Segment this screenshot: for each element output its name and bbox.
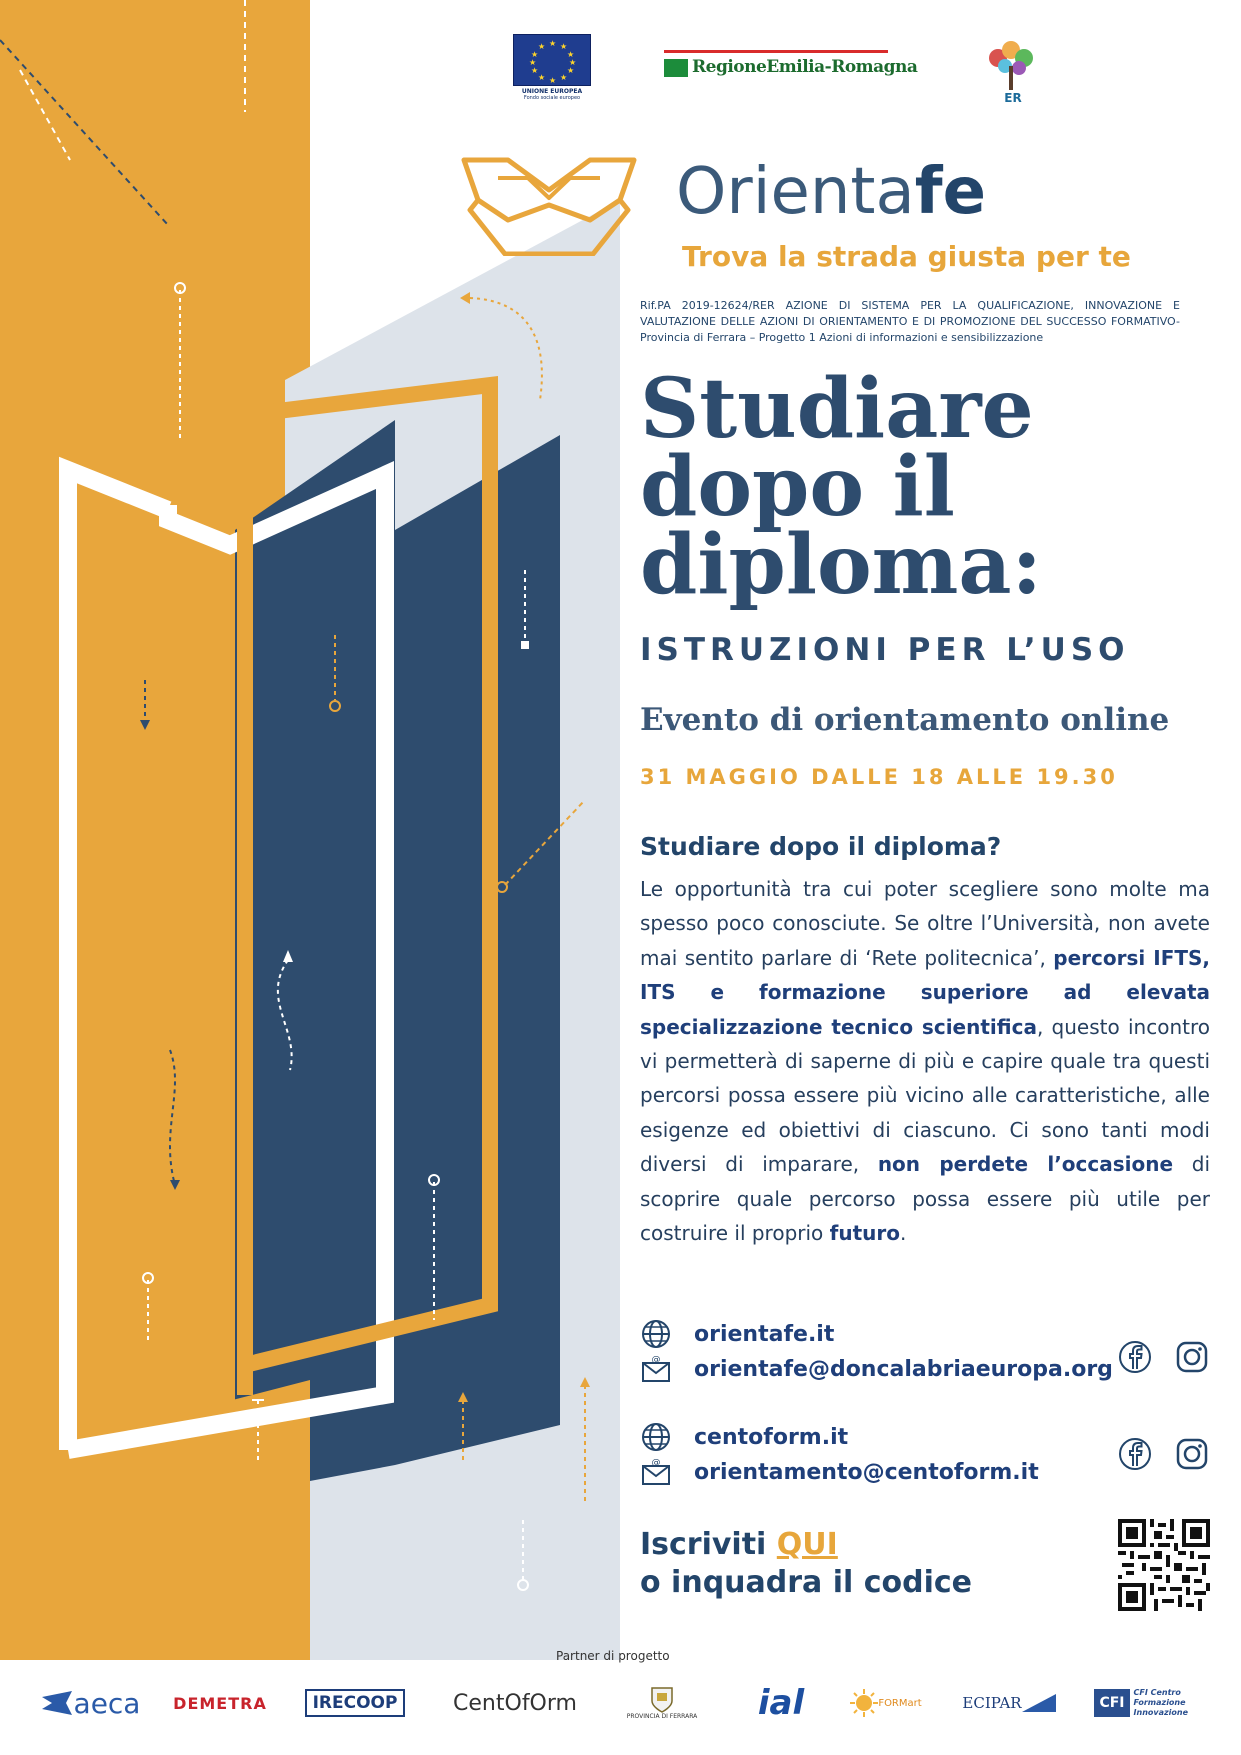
aeca-mark-icon [42,1691,72,1715]
partner-name: ial [757,1683,805,1723]
partner-name: IRECOOP [312,1693,398,1713]
title-line-2: dopo il [640,439,955,535]
body-text-1: Le opportunità tra cui poter scegliere sono molte ma spesso poco conosciute. Se oltre l’Università, non avete mai sentito parlare di ‘Rete politecnica’, [640,877,1210,970]
globe-icon [640,1318,672,1350]
partner-name: ECIPAR [962,1694,1022,1712]
svg-text:@: @ [651,1458,661,1468]
provincia-crest-icon [651,1687,673,1713]
partner-name: CentOfOrm [453,1690,577,1716]
title-line-1: Studiare [640,361,1034,457]
partners-label: Partner di progetto [556,1649,670,1663]
web-link-orientafe[interactable]: orientafe.it [694,1321,835,1347]
contact-email-centoform[interactable] [640,1455,1039,1489]
event-label: Evento di orientamento online [640,702,1170,738]
partner-name: PROVINCIA DI FERRARA [626,1712,698,1720]
formart-sun-icon [850,1689,878,1717]
brand-name-part1: Orienta [676,155,915,229]
signup-cta [640,1526,972,1602]
er-istruzione-logo [963,36,1063,108]
page-title [640,361,1200,613]
email-link-centoform[interactable]: orientamento@centoform.it [694,1459,1039,1485]
event-date: 31 MAGGIO DALLE 18 ALLE 19.30 [640,765,1118,789]
body-paragraph [640,872,1210,1250]
instagram-icon[interactable] [1174,1436,1210,1472]
email-icon [640,1456,672,1488]
eu-caption: UNIONE EUROPEA [521,88,583,95]
partner-name: aeca [73,1686,141,1720]
body-text-3: di scoprire quale percorso possa essere più utile per costruire il proprio [640,1152,1211,1246]
partner-logo-demetra [170,1678,270,1728]
regione-emilia-romagna-logo [664,50,918,84]
facebook-icon[interactable] [1117,1436,1153,1472]
body-highlight-3: futuro [829,1221,900,1246]
orientafe-book-icon [458,150,640,256]
partner-name: CFI Centro Formazione Innovazione [1133,1688,1189,1717]
body-heading: Studiare dopo il diploma? [640,832,1002,861]
svg-text:ER: ER [1004,91,1022,105]
email-icon [640,1353,672,1385]
rer-name: RegioneEmilia-Romagna [692,57,918,77]
eu-flag-icon: ★ ★ ★ ★ ★ ★ ★ ★ ★ ★ ★ ★ [513,34,591,86]
brand-name [676,152,986,232]
partner-logo-centoform [446,1678,584,1728]
globe-icon [640,1421,672,1453]
brand-name-part2: fe [914,155,986,229]
body-text-2: , questo incontro vi permetterà di saperne di più e capire quale tra questi percorsi possa essere più vicino alle caratteristiche, alle esigenze ed obiettivi di ciascuno. Ci sono tanti modi diversi di imparare, [640,1014,1210,1177]
brand-tagline: Trova la strada giusta per te [682,240,1131,273]
partner-logo-formart [846,1678,926,1728]
email-link-orientafe[interactable]: orientafe@doncalabriaeuropa.org [694,1356,1113,1382]
partner-logo-cfi: CFI CFI Centro Formazione Innovazione [1092,1678,1212,1728]
partner-logo-irecoop [296,1678,414,1728]
facebook-icon[interactable] [1117,1339,1153,1375]
cta-text: Iscriviti [640,1527,767,1562]
subtitle: ISTRUZIONI PER L’USO [640,632,1130,668]
eu-sub-caption: Fondo sociale europeo [523,95,581,101]
partner-logo-ecipar [950,1678,1068,1728]
contact-web-centoform[interactable] [640,1420,848,1454]
web-link-centoform[interactable]: centoform.it [694,1424,849,1450]
contact-web-orientafe[interactable] [640,1317,834,1351]
partner-name: DEMETRA [173,1693,267,1713]
body-text-4: . [900,1221,907,1246]
partner-logo-aeca [36,1678,146,1728]
body-highlight-2: non perdete l’occasione [877,1152,1174,1177]
rer-mark-icon [664,59,688,77]
partner-logo-ial [744,1678,818,1728]
partner-logo-provincia-ferrara [612,1678,712,1728]
ecipar-mark-icon [1022,1694,1056,1712]
svg-text:@: @ [651,1355,661,1365]
cta-scan-text: o inquadra il codice [640,1565,973,1600]
reference-text: Rif.PA 2019-12624/RER AZIONE DI SISTEMA PER LA QUALIFICAZIONE, INNOVAZIONE E VALUTAZIONE DELLE AZIONI DI ORIENTAMENTO E DI PROMOZIONE DEL SUCCESSO FORMATIVO- Provincia di Ferrara – Progetto 1 Azioni di informazioni e sensibilizzazione [640,299,1180,344]
signup-link[interactable]: QUI [776,1527,838,1562]
qr-code[interactable] [1118,1519,1210,1611]
instagram-icon[interactable] [1174,1339,1210,1375]
contact-email-orientafe[interactable] [640,1352,1113,1386]
eu-logo [513,34,591,102]
partner-name: FORMart [878,1697,922,1709]
title-line-3: diploma: [640,517,1042,613]
body-highlight-1: percorsi IFTS, ITS e formazione superiore ad elevata specializzazione tecnico scientifica [640,945,1211,1039]
